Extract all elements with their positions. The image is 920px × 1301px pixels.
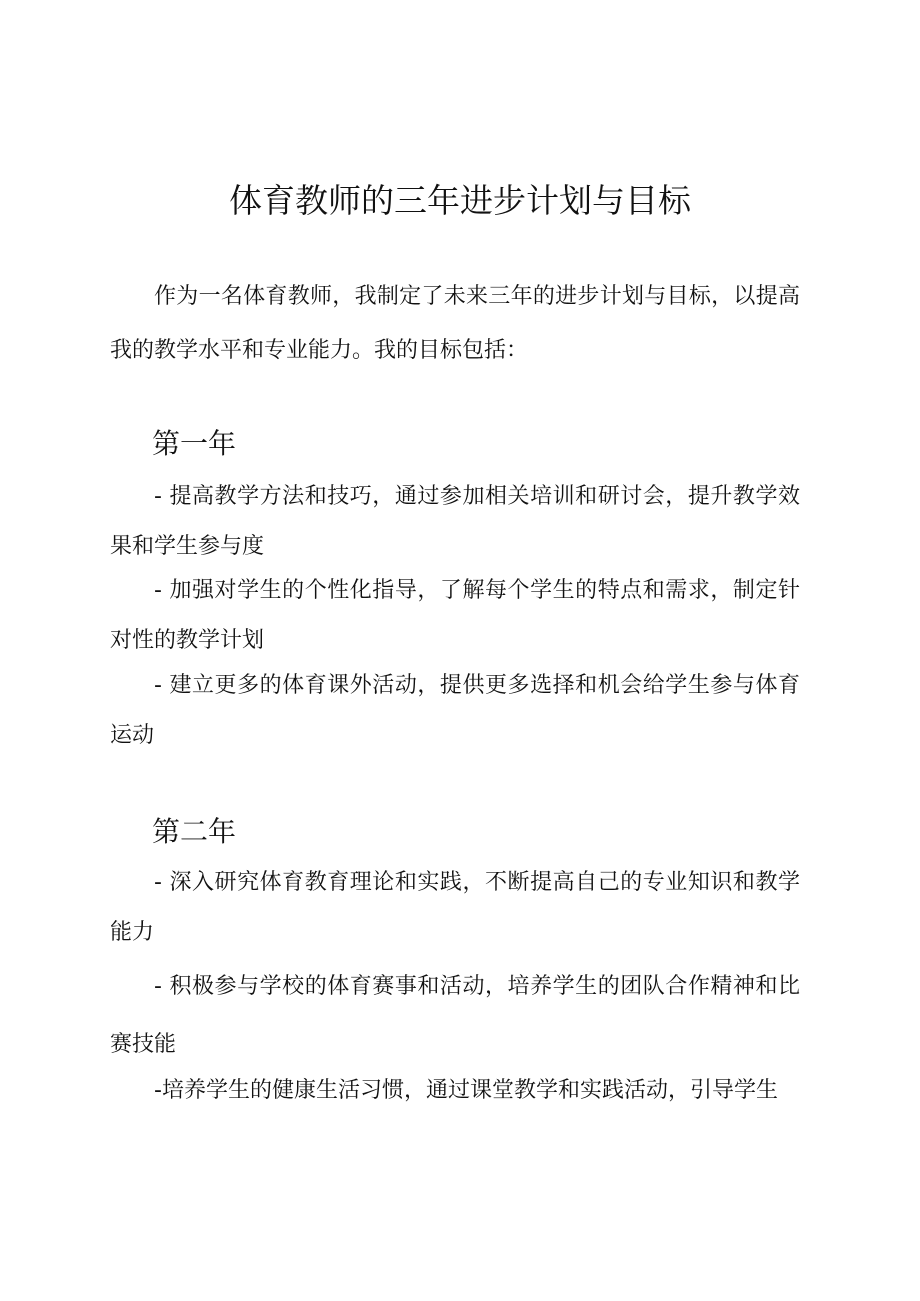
year2-item: -培养学生的健康生活习惯，通过课堂教学和实践活动，引导学生 [154, 1078, 778, 1103]
year1-item: - 加强对学生的个性化指导，了解每个学生的特点和需求，制定针对性的教学计划 [110, 578, 800, 653]
year2-item: - 积极参与学校的体育赛事和活动，培养学生的团队合作精神和比赛技能 [110, 974, 800, 1057]
document-title: 体育教师的三年进步计划与目标 [229, 181, 691, 220]
year1-item: - 建立更多的体育课外活动，提供更多选择和机会给学生参与体育运动 [110, 673, 800, 748]
year1-heading: 第一年 [152, 427, 237, 460]
year2-item: - 深入研究体育教育理论和实践，不断提高自己的专业知识和教学能力 [110, 870, 800, 945]
year1-item: - 提高教学方法和技巧，通过参加相关培训和研讨会，提升教学效果和学生参与度 [110, 484, 800, 559]
intro-paragraph: 作为一名体育教师，我制定了未来三年的进步计划与目标，以提高我的教学水平和专业能力。我的目标包括： [110, 284, 800, 363]
year2-heading: 第二年 [152, 815, 237, 848]
